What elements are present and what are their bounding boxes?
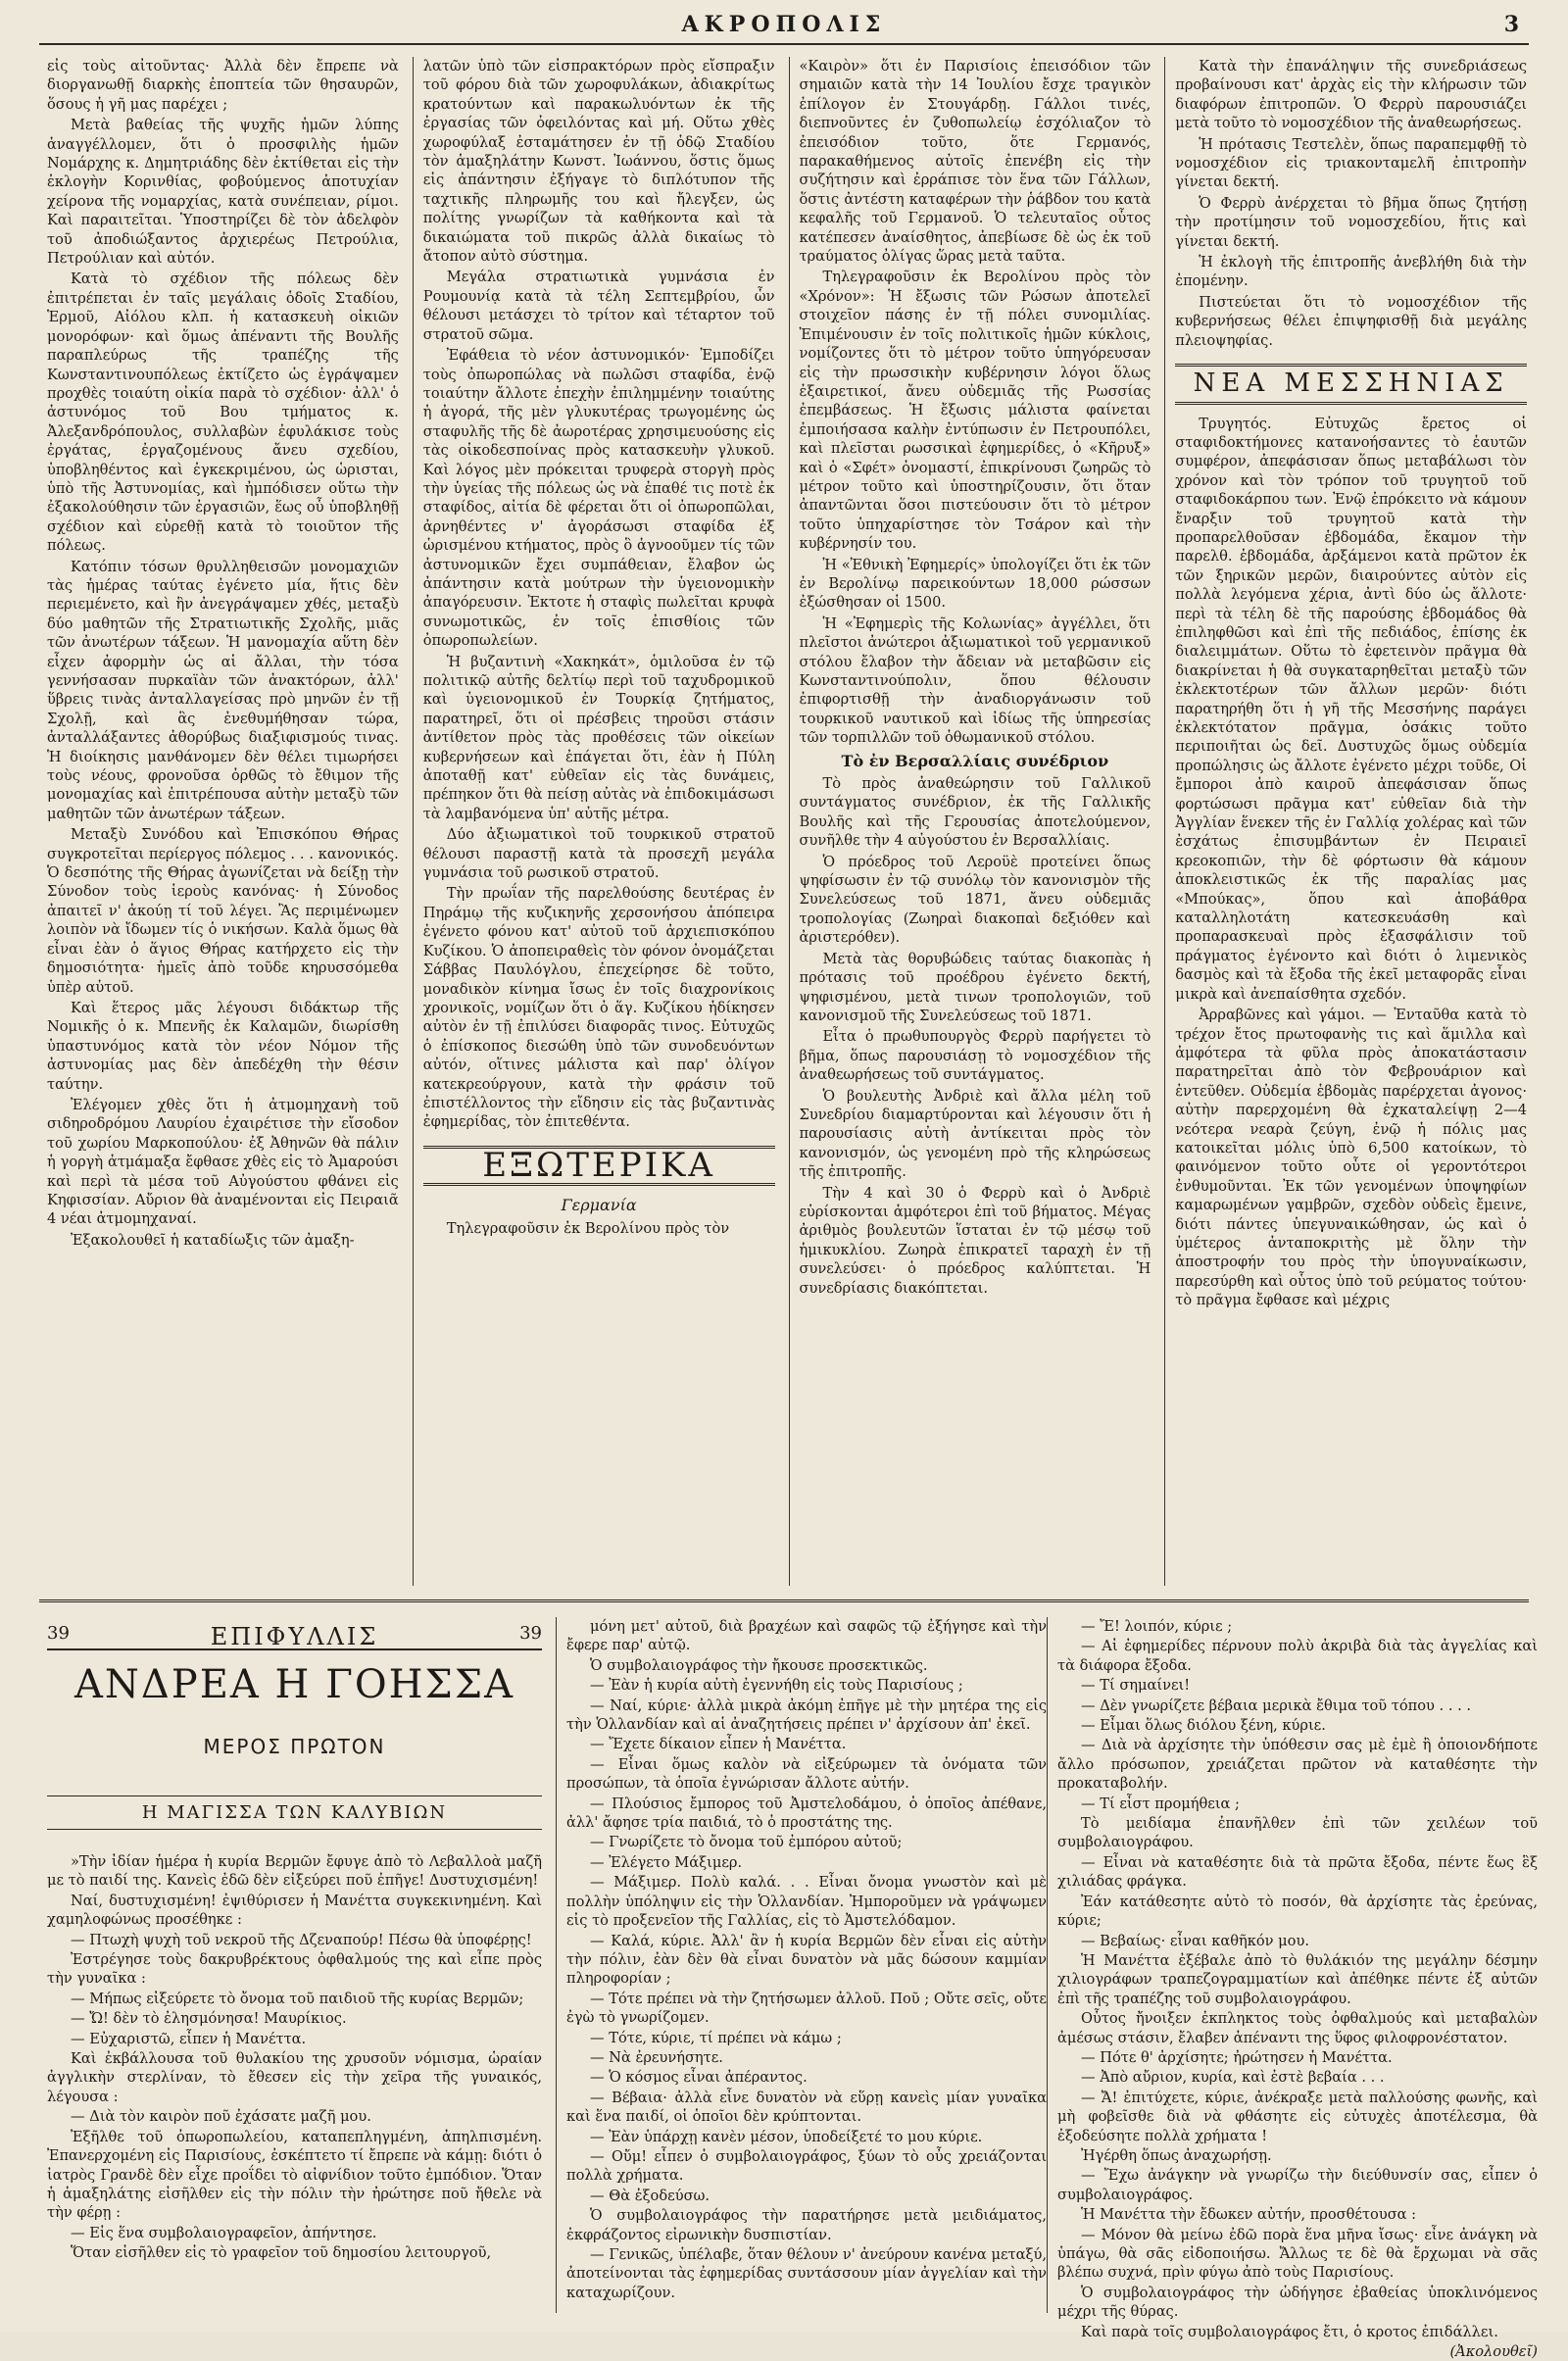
paragraph: Ἐλέγομεν χθὲς ὅτι ἡ ἀτμομηχανὴ τοῦ σιδηροδρόμου Λαυρίου ἐχαιρέτισε τὴν εἴσοδον τοῦ χωρίου Μαρκοπούλου· ἐξ Ἀθηνῶν θὰ πάλιν ἡ γοργὴ ἀτμάμαξα ἔφθασε χθὲς εἰς τὸ Ἀμαρούσι καὶ περὶ τὰ μέσα τοῦ Αὐγούστου φθάνει εἰς Κηφισσίαν. Αὔριον θὰ ἀναμένονται εἰς Πειραιᾶ 4 νέαι ἀτμομηχαναί. <box>47 1096 399 1228</box>
paragraph: — Δὲν γνωρίζετε βέβαια μερικὰ ἔθιμα τοῦ τόπου . . . . <box>1081 1697 1472 1714</box>
paragraph: Ὅταν εἰσῆλθεν εἰς τὸ γραφεῖον τοῦ δημοσίου λειτουργοῦ, <box>71 2244 492 2262</box>
paragraph: — Αἱ ἐφημερίδες πέρνουν πολὺ ἀκριβὰ διὰ τὰς ἀγγελίας καὶ τὰ διάφορα ἔξοδα. <box>1057 1638 1538 1674</box>
paragraph: — Πότε θ' ἀρχίσητε; ἠρώτησεν ἡ Μανέττα. <box>1081 2048 1393 2066</box>
paragraph: Ἐξακολουθεῖ ἡ καταδίωξις τῶν ἀμαξη- <box>71 1231 355 1249</box>
continued-note: (Ἀκολουθεῖ) <box>1449 2343 1538 2361</box>
paragraph: »Τὴν ἰδίαν ἡμέρα ἡ κυρία Βερμῶν ἔφυγε ἀπὸ τὸ Λεβαλλοὰ μαζῆ με τὸ παιδί της. Κανεὶς ἐδῶ δὲν εἰξεύρει ποῦ ἐπῆγε! Δυστυχισμένη! <box>47 1853 542 1890</box>
paragraph: — Εἶναι ὅμως καλὸν νὰ εἰξεύρωμεν τὰ ὀνόματα τῶν προσώπων, τὰ ὁποῖα ἐγνώρισαν ἄλλοτε αὐτήν. <box>566 1755 1047 1793</box>
paragraph: — Ἐλέγετο Μάξιμερ. <box>590 1853 743 1871</box>
paragraph: Οὗτος ἤνοιξεν ἐκπληκτος τοὺς ὀφθαλμούς καὶ μεταβαλὼν ἀμέσως στάσιν, ἔλαβεν ἀπέναντι της ὕφος φιλοφρονέστατον. <box>1057 2010 1538 2046</box>
paragraph: Μετὰ βαθείας τῆς ψυχῆς ἡμῶν λύπης ἀναγγέλλομεν, ὅτι ὁ προσφιλὴς ἡμῶν Νομάρχης κ. Δημητριάδης δὲν ἐκτίθεται εἰς τὴν ἐκλογὴν Κορινθίας, φοβούμενος ἀποτυχίαν χείρονα τῆς νομαρχίας, κατὰ συνέπειαν, ρίμοι. Καὶ παραιτεῖται. Ὑποστηρίζει δὲ τὸν ἀδελφὸν τοῦ ἀποδιώξαντος ἀρχιερέως Πετρούλια, Πετρούλιαν καὶ αὐτόν. <box>47 117 399 268</box>
paragraph: Ὁ συμβολαιογράφος τὴν ὡδήγησε ἐβαθείας ὑποκλινόμενος μέχρι τῆς θύρας. <box>1057 2284 1538 2321</box>
paragraph: — Καλά, κύριε. Ἀλλ' ἂν ἡ κυρία Βερμῶν δὲν εἶναι εἰς αὐτὴν τὴν πόλιν, ἐὰν δὲν θὰ εἶναι δυνατὸν νὰ μᾶς δώσουν καμμίαν πληροφορίαν ; <box>566 1932 1047 1988</box>
paragraph: Ἡ «Ἐφημερὶς τῆς Κολωνίας» ἀγγέλλει, ὅτι πλεῖστοι ἀνώτεροι ἀξιωματικοὶ τοῦ γερμανικοῦ στόλου ἔλαβον τὴν ἄδειαν νὰ μεταβῶσιν εἰς Κωνσταντινούπολιν, ὅπου θέλουσιν ἐπιφορτισθῇ τὴν ἀναδιοργάνωσιν τοῦ τουρκικοῦ ναυτικοῦ καὶ ἰδίως τῆς ὑπηρεσίας τῶν τορπιλλῶν τοῦ ὀθωμανικοῦ στόλου. <box>799 615 1152 747</box>
paragraph: Ἡ πρότασις Τεστελὲν, ὅπως παραπεμφθῇ τὸ νομοσχέδιον εἰς τριακονταμελῆ ἐπιτροπὴν γίνεται δεκτή. <box>1175 135 1527 191</box>
paragraph: — Ἀπὸ αὔριον, κυρία, καὶ ἐστὲ βεβαία . . . <box>1081 2069 1385 2087</box>
paragraph: — Ἐὰν ὑπάρχῃ κανὲν μέσον, ὑποδείξετέ το μου κύριε. <box>590 2128 983 2145</box>
paragraph: — Ἔ! λοιπόν, κύριε ; <box>1081 1618 1233 1635</box>
paragraph: — Ἄ! ἐπιτύχετε, κύριε, ἀνέκραξε μετὰ παλλούσης φωνῆς, καὶ μὴ φοβεῖσθε διὰ νὰ φθάσητε εἰς εὐτυχὲς ἀποτέλεσμα, θὰ ἐξοδεύσητε πολλὰ χρήματα ! <box>1057 2089 1538 2144</box>
paragraph: Ὁ βουλευτὴς Ἀνδριὲ καὶ ἄλλα μέλη τοῦ Συνεδρίου διαμαρτύρονται καὶ λέγουσιν ὅτι ἡ παρουσίασις αὐτὴ ἀντίκειται πρὸς τὸν κανονισμόν, ὡς γενομένη πρὸ τῆς κληρώσεως τῆς ἐπιτροπῆς. <box>799 1087 1152 1181</box>
feuilleton-column-3 <box>1047 1617 1538 2361</box>
paragraph: Τὸ μειδίαμα ἐπανῆλθεν ἐπὶ τῶν χειλέων τοῦ συμβολαιογράφου. <box>1057 1815 1538 1851</box>
column-2 <box>413 57 775 1586</box>
paragraph: Πιστεύεται ὅτι τὸ νομοσχέδιον τῆς κυβερνήσεως θέλει ἐπιψηφισθῇ διὰ μεγάλης πλειοψηφίας. <box>1175 293 1527 349</box>
paragraph: — Ἔχετε δίκαιον εἶπεν ἡ Μανέττα. <box>590 1736 847 1753</box>
feuilleton-number-right: 39 <box>519 1623 542 1644</box>
paragraph: — Ὤ! δὲν τὸ ἐλησμόνησα! Μαυρίκιος. <box>71 2010 347 2028</box>
paragraph: — Μήπως εἰξεύρετε τὸ ὄνομα τοῦ παιδιοῦ τῆς κυρίας Βερμῶν; <box>71 1990 524 2007</box>
paragraph: — Οὔμ! εἶπεν ὁ συμβολαιογράφος, ξύων τὸ οὖς χρειάζονται πολλὰ χρήματα. <box>566 2147 1047 2185</box>
paragraph: Καὶ παρὰ τοῖς συμβολαιογράφος ἔτι, ὁ κροτος ἐπιδάλλει. <box>1081 2323 1498 2340</box>
subsection-heading-germany: Γερμανία <box>561 1196 637 1215</box>
column-3 <box>789 57 1152 1586</box>
paragraph: Μετὰ τὰς θορυβώδεις ταύτας διακοπὰς ἡ πρότασις τοῦ προέδρου ἐγένετο δεκτή, ψηφισμένου, μετὰ τινων τροπολογιῶν, τοῦ κανονισμοῦ τῆς Συνελεύσεως τοῦ 1871. <box>799 950 1152 1024</box>
paragraph: λατῶν ὑπὸ τῶν εἰσπρακτόρων πρὸς εἴσπραξιν τοῦ φόρου διὰ τῶν χωροφυλάκων, ἀδιακρίτως κρατούντων καὶ παρακωλυόντων ἐκ τῆς ἐργασίας τῶν ὀφειλόντας καὶ μή. Οὕτω χθὲς χωροφύλαξ ἐσταμάτησεν ἐν τῇ ὁδῷ Σταδίου τὸν ἁμαξηλάτην Κωνστ. Ἰωάννου, ὅστις ὅμως εἰς ἀπάντησιν ἐξήγαγε τὸ διπλότυπον τῆς ταχτικῆς πληρωμῆς του καὶ ἤλεγξεν, ὡς πολίτης γνωρίζων τὰ καθήκοντα καὶ τὰ δικαιώματα τοῦ πικρῶς ἀλλὰ δικαίως τὸ ἄτοπον αὐτὸ σύστημα. <box>422 58 775 266</box>
column-4 <box>1164 57 1527 1586</box>
paragraph: — Διὰ νὰ ἀρχίσητε τὴν ὑπόθεσιν σας μὲ ἐμὲ ἢ ὁποιονδήποτε ἄλλο πρόσωπον, χρειάζεται πρῶτον νὰ καταθέσητε τὴν προκαταβολήν. <box>1057 1737 1538 1793</box>
paragraph: — Εἶμαι ὅλως διόλου ξένη, κύριε. <box>1081 1717 1326 1735</box>
paragraph: — Μάξιμερ. Πολὺ καλά. . . Εἶναι ὄνομα γνωστὸν καὶ μὲ πολλὴν ὑπόληψιν εἰς τὴν Ὁλλανδίαν. Ἠμποροῦμεν νὰ γράψωμεν εἰς τὸ προξενεῖον τῆς Γαλλίας, εἰς τὸ Ἀμστελόδαμον. <box>566 1874 1047 1930</box>
paragraph: Μεγάλα στρατιωτικὰ γυμνάσια ἐν Ρουμουνίᾳ κατὰ τὰ τέλη Σεπτεμβρίου, ὧν θέλουσι μετάσχει τὸ τρίτον καὶ τέταρτον τοῦ στρατοῦ σῶμα. <box>422 269 775 343</box>
novel-part: ΜΕΡΟΣ ΠΡΩΤΟΝ <box>203 1735 386 1758</box>
paragraph: Ὁ συμβολαιογράφος τὴν παρατήρησε μετὰ μειδιάματος, ἐκφράζοντος εἰρωνικὴν δυσπιστίαν. <box>566 2207 1047 2243</box>
section-heading-versailles: Τὸ ἐν Βερσαλλίαις συνέδριον <box>841 751 1109 770</box>
paragraph: — Ναί, κύριε· ἀλλὰ μικρὰ ἀκόμη ἐπῆγε μὲ τὴν μητέρα της εἰς τὴν Ὁλλανδίαν καὶ αἱ ἀναζητήσεις πρέπει ν' ἀρχίσουν ἀπ' ἐκεῖ. <box>566 1697 1047 1734</box>
paragraph: Ναί, δυστυχισμένη! ἐψιθύρισεν ἡ Μανέττα συγκεκινημένη. Καὶ χαμηλοφώνως προσέθηκε : <box>47 1892 542 1929</box>
paragraph: — Εἰς ἕνα συμβολαιογραφεῖον, ἀπήντησε. <box>71 2224 377 2241</box>
section-heading-nea-messinias: ΝΕΑ ΜΕΣΣΗΝΙΑΣ <box>1175 364 1527 404</box>
masthead <box>39 10 1529 45</box>
feuilleton-number-left: 39 <box>47 1623 70 1644</box>
paragraph: — Ἔχω ἀνάγκην νὰ γνωρίζω τὴν διεύθυνσίν σας, εἶπεν ὁ συμβολαιογράφος. <box>1057 2167 1538 2203</box>
paragraph: — Νὰ ἐρευνήσητε. <box>590 2048 723 2066</box>
paragraph: — Ἐὰν ἡ κυρία αὐτὴ ἐγεννήθη εἰς τοὺς Παρισίους ; <box>590 1677 963 1695</box>
paragraph: Τηλεγραφοῦσιν ἐκ Βερολίνου πρὸς τὸν <box>446 1219 730 1237</box>
paragraph: Ἡ βυζαντινὴ «Χακηκάτ», ὁμιλοῦσα ἐν τῷ πολιτικῷ αὐτῆς δελτίῳ περὶ τοῦ ταχυδρομικοῦ καὶ ὑγειονομικοῦ ἐν Τουρκίᾳ ζητήματος, παρατηρεῖ, ὅτι οἱ πρέσβεις τηροῦσι στάσιν ἀντίθετον πρὸς τὰς προθέσεις τῶν οἰκείων κυβερνήσεων καὶ ἐπάγεται ὅτι, ἐὰν ἡ Πύλη ἀποταθῇ κατ' εὐθεῖαν εἰς τὰς δυνάμεις, πρέπηκον ὅτι θὰ πείσῃ αὐτὰς νὰ ἐπιδοκιμάσωσι τὰ λαμβανόμενα ὑπ' αὐτῆς μέτρα. <box>422 653 775 822</box>
paragraph: — Τί σημαίνει! <box>1081 1677 1191 1695</box>
paragraph: — Γνωρίζετε τὸ ὄνομα τοῦ ἐμπόρου αὐτοῦ; <box>590 1834 903 1851</box>
section-heading-exoterika: ΕΞΩΤΕΡΙΚΑ <box>423 1146 775 1186</box>
paragraph: — Ὁ κόσμος εἶναι ἀπέραντος. <box>590 2069 808 2087</box>
feuilleton-column-2 <box>556 1617 1047 2313</box>
paragraph: Τὴν 4 καὶ 30 ὁ Φερρὺ καὶ ὁ Ἀνδριὲ εὑρίσκονται ἀμφότεροι ἐπὶ τοῦ βήματος. Μέγας ἀριθμὸς βουλευτῶν ἵσταται ἐν τῷ μέσῳ τοῦ ἡμικυκλίου. Ζωηρὰ ἐπικρατεῖ ταραχὴ ἐν τῇ συνελεύσει· ὁ πρόεδρος καλύπτεται. Ἡ συνεδρίασις διακόπτεται. <box>799 1184 1152 1297</box>
newspaper-title: ΑΚΡΟΠΟΛΙΣ <box>681 12 887 37</box>
paragraph: Ἡ ἐκλογὴ τῆς ἐπιτροπῆς ἀνεβλήθη διὰ τὴν ἐπομένην. <box>1175 254 1527 290</box>
paragraph: — Τί εἶστ προμήθεια ; <box>1081 1795 1240 1812</box>
paragraph: Εἶτα ὁ πρωθυπουργὸς Φερρὺ παρήγετει τὸ βῆμα, ὅπως παρουσιάσῃ τὸ νομοσχέδιον τῆς ἀναθεωρήσεως τοῦ συντάγματος. <box>799 1028 1152 1084</box>
paragraph: Ἠγέρθη ὅπως ἀναχωρήσῃ. <box>1081 2146 1272 2164</box>
paragraph: — Πτωχὴ ψυχὴ τοῦ νεκροῦ τῆς Δζεναπούρ! Πέσω θὰ ὑποφέρῃς! <box>71 1931 532 1948</box>
paragraph: Καὶ ἕτερος μᾶς λέγουσι διδάκτωρ τῆς Νομικῆς ὁ κ. Μπενῆς ἐκ Καλαμῶν, διωρίσθη ὑπαστυνόμος κατὰ τὸν νέον Νόμον τῆς ἀστυνομίας μας δὲν ἀπεδέχθη τὴν θέσιν ταύτην. <box>47 999 399 1093</box>
news-columns <box>47 57 1527 1586</box>
paragraph: Ἡ Μανέττα τὴν ἔδωκεν αὐτήν, προσθέτουσα : <box>1081 2206 1417 2224</box>
paragraph: — Εὐχαριστῶ, εἶπεν ἡ Μανέττα. <box>71 2030 307 2047</box>
paragraph: μόνη μετ' αὐτοῦ, διὰ βραχέων καὶ σαφῶς τῷ ἐξήγησε καὶ τὴν ἔφερε παρ' αὐτῷ. <box>566 1618 1047 1654</box>
paragraph: Τὴν πρωΐαν τῆς παρελθούσης δευτέρας ἐν Πηράμῳ τῆς κυζικηνῆς χερσονήσου ἀπόπειρα ἐγένετο φόνου κατ' αὐτοῦ τοῦ ἀρχιεπισκόπου Κυζίκου. Ὁ ἀποπειραθεὶς τὸν φόνον ὀνομάζεται Σάββας Παυλόγλου, ἐπεχείρησε δὲ τοῦτο, μοναδικὸν κίνημα ἴσως ἐν τοῖς διαχρονίκοις χρονικοῖς, νομίζων ὅτι ὁ ἅγ. Κυζίκου ἠδίκησεν αὐτὸν ἐν τῇ ἐπιλύσει διαφορᾶς τινος. Εὐτυχῶς ὁ ἐπίσκοπος διεσώθη ὑπὸ τῶν συνοδευόντων αὐτόν, οἵτινες μάλιστα καὶ παρ' ὀλίγον κατεκρεούργουν, κατὰ τὴν φράσιν τοῦ ἐπιστέλλοντος τὴν εἴδησιν εἰς τὰς βυζαντινὰς ἐφημερίδας, τὸν ἐπιτεθέντα. <box>422 885 775 1131</box>
paragraph: εἰς τοὺς αἰτοῦντας· Ἀλλὰ δὲν ἔπρεπε νὰ διοργανωθῇ διαρκὴς ἐποπτεία τῶν θησαυρῶν, ὅσους ἡ γῆ μας παρέχει ; <box>47 58 399 113</box>
feuilleton-label: ΕΠΙΦΥΛΛΙΣ <box>210 1623 379 1650</box>
paragraph: Ὁ συμβολαιογράφος τὴν ἤκουσε προσεκτικῶς. <box>590 1656 928 1674</box>
paragraph: Τηλεγραφοῦσιν ἐκ Βερολίνου πρὸς τὸν «Χρόνον»: Ἡ ἔξωσις τῶν Ρώσων ἀποτελεῖ στοιχεῖον πάσης ἐν τῇ πόλει συνομιλίας. Ἐπιμένουσιν ἐν τοῖς πολιτικοῖς ἡμῶν κύκλοις, νομίζοντες ὅτι τὸ μέτρον τοῦτο ὑπηγόρευσαν εἰς τὴν πρωσσικὴν κυβέρνησιν λόγοι ὅλως ἐξαιρετικοί, ἄνευ οὐδεμιᾶς τῆς Ρωσσίας ἐπεμβάσεως. Ἡ ἔξωσις μάλιστα φαίνεται ἐμποιήσασα καλὴν ἐντύπωσιν ἐν Πετρουπόλει, καὶ πλεῖσται ρωσσικαὶ ἐφημερίδες, ὁ «Κῆρυξ» καὶ ὁ «Σφέτ» ὀνομαστί, ἐπικρίνουσι ζωηρῶς τὸ μέτρον τοῦτο καὶ ὑποστηρίζουσιν, ὅτι ὅταν ἀπαντῶνται ὅσοι πιστεύουσιν ὅτι τὸ μέτρον τοῦτο ὑπηχαρίστησε τὸν Τσάρον καὶ τὴν κυβέρνησίν του. <box>799 269 1152 553</box>
paragraph: — Μόνον θὰ μείνω ἐδῶ πορὰ ἕνα μῆνα ἴσως· εἶνε ἀνάγκη νὰ ὑπάγω, θὰ σᾶς εἰδοποιήσω. Ἄλλως τε δὲ θὰ ἔρχωμαι νὰ σᾶς βλέπω συχνά, πρὶν φύγω ἀπὸ τοὺς Παρισίους. <box>1057 2226 1538 2282</box>
paragraph: Κατόπιν τόσων θρυλληθεισῶν μονομαχιῶν τὰς ἡμέρας ταύτας ἐγένετο μία, ἥτις δὲν περιεμένετο, καὶ ἣν ἀνεγράψαμεν χθές, μεταξὺ δύο μαθητῶν τῆς Στρατιωτικῆς Σχολῆς, μιᾶς τῶν ἀνωτέρων τάξεων. Ἡ μανομαχία αὕτη δὲν εἶχεν ἀφορμὴν ὡς αἱ ἄλλαι, τὴν τόσα γεννήσασαν πυρκαϊὰν τῶν ἀνακτόρων, ἀλλ' ὕβρεις τινὰς ἀνταλλαγείσας πρὸ μηνῶν ἐν τῇ Σχολῇ, καὶ ἃς ἐνεθυμήθησαν τώρα, ἀνταλλάξαντες ἀθορύβως διαξιφισμούς τινας. Ἡ διοίκησις μανθάνομεν δὲν θέλει τιμωρήσει τοὺς νέους, φρονοῦσα ὀρθῶς τὸ ἔθιμον τῆς μονομαχίας καὶ ἐπιτρέπουσα αὐτὴν μεταξὺ τῶν μαθητῶν τῶν ἀνωτέρων τάξεων. <box>47 558 399 822</box>
paragraph: — Διὰ τὸν καιρὸν ποῦ ἐχάσατε μαζῆ μου. <box>71 2108 371 2126</box>
paragraph: Ἐστρέγησε τοὺς δακρυβρέκτους ὀφθαλμούς της καὶ εἶπε πρὸς τὴν γυναῖκα : <box>47 1951 542 1988</box>
feuilleton-body <box>47 1607 1538 2361</box>
paragraph: — Τότε, κύριε, τί πρέπει νὰ κάμω ; <box>590 2029 842 2046</box>
paragraph: Ἡ «Ἐθνικὴ Ἐφημερίς» ὑπολογίζει ὅτι ἐκ τῶν ἐν Βερολίνῳ παρεικούντων 18,000 ρώσσων ἐξώσθησαν οἱ 1500. <box>799 556 1152 612</box>
paragraph: Ἐφάθεια τὸ νέον ἀστυνομικόν· Ἐμποδίζει τοὺς ὀπωροπώλας νὰ πωλῶσι σταφίδα, ἐνῷ τοιαύτην ἄλλοτε ἐπεχὴν ἐπιλημμένην τοιαύτης ἡ ἀγορά, τῆς μὲν γλυκυτέρας τρωγομένης ὡς σταφυλῆς τῆς δὲ ἀωροτέρας χρησιμευούσης εἰς τὰς οἰκοδεσποίνας πρὸς κατασκευὴν γλυκοῦ. Καὶ λόγος μὲν πρόκειται τρυφερὰ στοργὴ πρὸς τὴν ὑγείας τῆς πόλεως ὡς νὰ ἐπαθέ τις ποτὲ ἐκ σταφίδος, αἰτία δὲ φέρεται ὅτι οἱ ὀπωροπῶλαι, ἀρνηθέντες ν' ἀγοράσωσι σταφίδα ἐξ ὡρισμένου κτήματος, πρὸς ὃ ἀγνοοῦμεν τίς τῶν ἀστυνομικῶν ἔχει συμπάθειαν, ἔλαβον ὡς ἀπάντησιν κατὰ μούτρων τὴν ὑγειονομικὴν ἀπαγόρευσιν. Ἐκτοτε ἡ σταφὶς πωλεῖται κρυφὰ συνωμοτικῶς, ἐν τοῖς ἐπισθίοις τῶν ὀπωροπωλείων. <box>422 347 775 650</box>
feuilleton-divider <box>39 1599 1529 1602</box>
feuilleton-column-1 <box>47 1852 542 2313</box>
paragraph: Δύο ἀξιωματικοὶ τοῦ τουρκικοῦ στρατοῦ θέλουσι παραστῇ κατὰ τὰ προσεχῆ μεγάλα γυμνάσια τοῦ ρωσικοῦ στρατοῦ. <box>422 826 775 882</box>
paragraph: «Καιρὸν» ὅτι ἐν Παρισίοις ἐπεισόδιον τῶν σημαιῶν κατὰ τὴν 14 Ἰουλίου ἔσχε τραγικὸν ἐπίλογον ἐν Στουγάρδῃ. Γάλλοι τινές, διεπνοῦντες ἐν ζυθοπωλείῳ ἐσχόλιαζον τὸ ἐπεισόδιον τοῦτο, ὅτε Γερμανός, παρακαθήμενος αὐτοῖς ἐπενέβη εἰς τὴν συζήτησιν καὶ ἐρράπισε τὸν ἕνα τῶν Γάλλων, ὅστις ἀντέστη καταφέρων τὴν ῥάβδον του κατὰ κεφαλῆς τοῦ Γερμανοῦ. Ὁ τελευταῖος οὗτος κατέπεσεν ἀναίσθητος, ἀπεβίωσε δὲ ὡς ἐκ τοῦ τραύματος ὀλίγας ὥρας μετὰ ταῦτα. <box>799 58 1152 266</box>
paragraph: Καὶ ἐκβάλλουσα τοῦ θυλακίου της χρυσοῦν νόμισμα, ὡραίαν ἀγγλικὴν στερλίναν, τὸ ἔθεσεν εἰς τὴν χεῖρα τῆς γυναικός, λέγουσα : <box>47 2050 542 2105</box>
paragraph: Ὁ Φερρὺ ἀνέρχεται τὸ βῆμα ὅπως ζητήσῃ τὴν προτίμησιν τοῦ νομοσχεδίου, ἥτις καὶ γίνεται δεκτή. <box>1175 194 1527 250</box>
paragraph: Τὸ πρὸς ἀναθεώρησιν τοῦ Γαλλικοῦ συντάγματος συνέδριον, ἐκ τῆς Γαλλικῆς Βουλῆς καὶ τῆς Γερουσίας ἀποτελούμενον, συνῆλθε τὴν 4 αὐγούστου ἐν Βερσαλλίαις. <box>799 775 1152 850</box>
novel-title: ΑΝΔΡΕΑ Η ΓΟΗΣΣΑ <box>74 1662 514 1707</box>
paragraph: — Θὰ ἐξοδεύσω. <box>590 2187 710 2204</box>
paragraph: Κατὰ τὸ σχέδιον τῆς πόλεως δὲν ἐπιτρέπεται ἐν ταῖς μεγάλαις ὁδοῖς Σταδίου, Ἑρμοῦ, Αἰόλου κλπ. ἡ κατασκευὴ οἰκιῶν μονορόφων· καὶ ὅμως ἀπέναντι τῆς Βουλῆς παραπλεύρως τῆς τραπέζης τῆς Κωνσταντινουπόλεως ἐκτίζετο ὡς ἐγράψαμεν προχθὲς τοιαύτη οἰκία παρὰ τὸ σχέδιον· ἀλλ' ὁ ἀστυνόμος τοῦ Βου τμήματος κ. Ἀλεξανδρόπουλος, συλλαβὼν ἐφυλάκισε τοὺς ἐργάτας, ἐργαζομένους ἄνευ σχεδίου, ὑποβληθέντος καὶ ἐγκεκριμένου, ὡς ὡρισται, ὑπὸ τῆς Ἀστυνομίας, καὶ ἠμπόδισεν οὕτω τὴν ἐξακολούθησιν τῶν ἐργασιῶν, ἕως οὗ ὑποβληθῇ σχέδιον καὶ εὑρεθῇ κατὰ τὸ τοιοῦτον τῆς πόλεως. <box>47 271 399 555</box>
paragraph: Ὁ πρόεδρος τοῦ Λεροϋὲ προτείνει ὅπως ψηφίσωσιν ἐν τῷ συνόλῳ τὸν κανονισμὸν τῆς Συνελεύσεως τοῦ 1871, ἄνευ οὐδεμιᾶς τροπολογίας (Ζωηραὶ διακοπαὶ δεξιόθεν καὶ ἀριστερόθεν). <box>799 853 1152 947</box>
paragraph: Ἀρραβῶνες καὶ γάμοι. — Ἐνταῦθα κατὰ τὸ τρέχον ἔτος πρωτοφανὴς τις καὶ ἅμιλλα καὶ ἀμφότερα τὰ φῦλα πρὸς ἀποκατάστασιν παρατηρεῖται ἀπὸ τὸν Φεβρουάριον καὶ ἐντεῦθεν. Οὐδεμία ἑβδομὰς παρέρχεται ἀγονος· αὐτὴν παρερχομένη θὰ ἐχκαταλείψῃ 2—4 νεότερα νεαρὰ ζεύγη, ἐνῷ ἡ πόλις μας κατοικεῖται μόλις ὑπὸ 6,500 κατοίκων, τὸ φαινόμενον τοῦτο οὗτε οἱ γεροντότεροι ἐνθυμοῦνται. Ἐκ τῶν γενομένων ὑποψηφίων καμαρωμένων γαμβρῶν, σχεδὸν οὐδεὶς ἔμεινε, διότι πάντες ὑπεγυναικώθησαν, ὡς καὶ ὁ ὑμέτερος ἀνταποκριτὴς μὲ ὅλην τὴν ἀποστροφήν του πρὸς τὴν ὑπογυναίκωσιν, παρεσύρθη καὶ οὗτος ὑπὸ τοῦ ρεύματος τούτου· τὸ πρᾶγμα ἔφθασε καὶ μέχρις <box>1175 1007 1527 1309</box>
paragraph: Ἐξῆλθε τοῦ ὀπωροπωλείου, καταπεπληγμένη, ἀπηλπισμένη. Ἐπανερχομένη εἰς Παρισίους, ἐσκέπτετο τί ἔπρεπε νὰ κάμῃ: διότι ὁ ἰατρὸς Γρανδὲ δὲν εἶχε προΐδει τὸ αἰφνίδιον τοῦτο ἐμπόδιον. Ὅταν ἡ ἁμαξηλάτης εἰσῆλθεν εἰς τὴν πόλιν τὴν ἠρώτησε ποῦ ἤθελε νὰ τὴν φέρῃ : <box>47 2128 542 2222</box>
novel-chapter: Η ΜΑΓΙΣΣΑ ΤΩΝ ΚΑΛΥΒΙΩΝ <box>47 1795 542 1830</box>
page-number: 3 <box>1503 12 1519 37</box>
paragraph: — Βέβαια· ἀλλὰ εἶνε δυνατὸν νὰ εὕρῃ κανεὶς μίαν γυναῖκα καὶ ἕνα παιδί, οἱ ὁποῖοι δὲν κρύπτονται. <box>566 2089 1047 2126</box>
paragraph: Τρυγητός. Εὐτυχῶς ἔρετος οἱ σταφιδοκτήμονες κατανοήσαντες τὸ ἑαυτῶν συμφέρον, ἀπεφάσισαν ὅπως μεταβάλωσι τὸν χρόνον καὶ τὸν τρόπον τοῦ τρυγητοῦ τοῦ σταφιδοκάρπου των. Ἐνῷ ἐπρόκειτο νὰ κάμουν ἔναρξιν τοῦ τρυγητοῦ κατὰ τὴν προπαρελθοῦσαν ἑβδομάδα, ἔκαμον τὴν παρελθ. ἑβδομάδα, ἀρξάμενοι κατὰ πρῶτον ἐκ τῶν ξηρικῶν μερῶν, διαιρούντες αὐτὸν εἰς πολλὰ λεγόμενα χέρια, ἀντὶ δύο ὡς ἄλλοτε· περὶ τὰ τέλη δὲ τῆς παρούσης ἑβδομάδος θὰ ἐπιληφθῶσι καὶ ἐπὶ τῆς πεδιάδος, ἐπίσης ἐκ διαλειμμάτων. Οὕτω τὸ ἐφετεινὸν πρᾶγμα θὰ διακρίνεται ἡ θὰ συγκαταρηθεῖται μεταξὺ τῶν ἐκλεκτοτέρων τῶν ἄλλων μερῶν· διότι παρατηρήθη ὅτι ἡ γῆ τῆς Μεσσήνης παράγει ἐκλεκτότατον πρᾶγμα, ὁσάκις τοῦτο περιποιῆται ὡς δεῖ. Δυστυχῶς ὅμως οὐδεμία προπώλησις ὡς ἄλλοτε ἐγένετο μέχρι τοῦδε, Οἱ ἔμποροι ἀπὸ καιροῦ ἀπεφάσισαν ὅπως φορτώσωσι πρᾶγμα κατ' εὐθεῖαν διὰ τὴν Ἀγγλίαν ἕνεκεν τῆς ἐν Γαλλίᾳ χολέρας καὶ τῶν ἐσχάτως ἐπισυμβάντων ἐν Πειραιεῖ κρεοκοπιῶν, τὴν δὲ φόρτωσιν θὰ κάμουν ἀποκλειστικῶς ἐκ τῆς παραλίας μας «Μπούκας», ὅπου καὶ ἀποβάθρα καταλληλοτάτη κατεσκευάσθη καὶ προπαρασκευαὶ πρὸς ἐξασφάλισιν τοῦ πράγματος ἐγένοντο καὶ διότι ὁ λιμενικὸς δασμὸς καὶ τὰ ἔξοδα τῆς ἐκεῖ μεταφορᾶς εἶναι μικρὰ καὶ ἀνεπαίσθητα σχεδόν. <box>1175 415 1527 1003</box>
column-1 <box>47 57 399 1586</box>
paragraph: Ἡ Μανέττα ἐξέβαλε ἀπὸ τὸ θυλάκιόν της μεγάλην δέσμην χιλιογράφων τραπεζογραμματίων καὶ ἀπέθηκε πέντε ἐξ αὐτῶν ἐπὶ τῆς τραπέζης τοῦ συμβολαιογράφου. <box>1057 1951 1538 2007</box>
paragraph: — Πλούσιος ἔμπορος τοῦ Ἀμστελοδάμου, ὁ ὁποῖος ἀπέθανε, ἀλλ' ἄφησε τρία παιδιά, τὸ ὁ προστάτης της. <box>566 1795 1047 1832</box>
paragraph: — Τότε πρέπει νὰ τὴν ζητήσωμεν ἀλλοῦ. Ποῦ ; Οὔτε σεῖς, οὔτε ἐγὼ τὸ γνωρίζομεν. <box>566 1990 1047 2027</box>
paragraph: Μεταξὺ Συνόδου καὶ Ἐπισκόπου Θήρας συγκροτεῖται περίεργος πόλεμος . . . κανονικός. Ὁ δεσπότης τῆς Θήρας ἀγωνίζεται νὰ δείξῃ τὴν Σύνοδον τοὺς ἱεροὺς κανόνας· ἡ Σύνοδος ἀπαιτεῖ ν' ἀκούῃ τί τοῦ λέγει. Ἂς περιμένωμεν λοιπὸν νὰ ἴδωμεν τίς ὁ νικήσων. Καλὰ ὅμως θὰ εἶναι ἐὰν ὁ ἅγιος Θήρας κατήρχετο εἰς τὴν δημοσιότητα· ἡμεῖς ἀπὸ τοῦδε κηρυσσόμεθα ὑπὲρ αὐτοῦ. <box>47 826 399 996</box>
paragraph: — Εἶναι νὰ καταθέσητε διὰ τὰ πρῶτα ἔξοδα, πέντε ἕως ἓξ χιλιάδας φράγκα. <box>1057 1853 1538 1891</box>
paragraph: Ἐάν κατάθεσητε αὐτὸ τὸ ποσόν, θὰ ἀρχίσητε τὰς ἐρεύνας, κύριε; <box>1057 1893 1538 1930</box>
paragraph: — Βεβαίως· εἶναι καθῆκόν μου. <box>1081 1932 1309 1949</box>
paragraph: — Γενικῶς, ὑπέλαβε, ὅταν θέλουν ν' ἀνεύρουν κανένα μεταξύ, ἀποτείνονται τὰς ἐφημερίδας συντάσσουν μίαν ἀγγελίαν καὶ τὴν καταχωρίζουν. <box>566 2246 1047 2301</box>
paragraph: Κατὰ τὴν ἐπανάληψιν τῆς συνεδριάσεως προβαίνουσι κατ' ἀρχὰς εἰς τὴν κλήρωσιν τῶν διαφόρων ἐπιτροπῶν. Ὁ Φερρὺ παρουσιάζει μετὰ τοῦτο τὸ νομοσχέδιον τῆς ἀναθεωρήσεως. <box>1175 58 1527 132</box>
